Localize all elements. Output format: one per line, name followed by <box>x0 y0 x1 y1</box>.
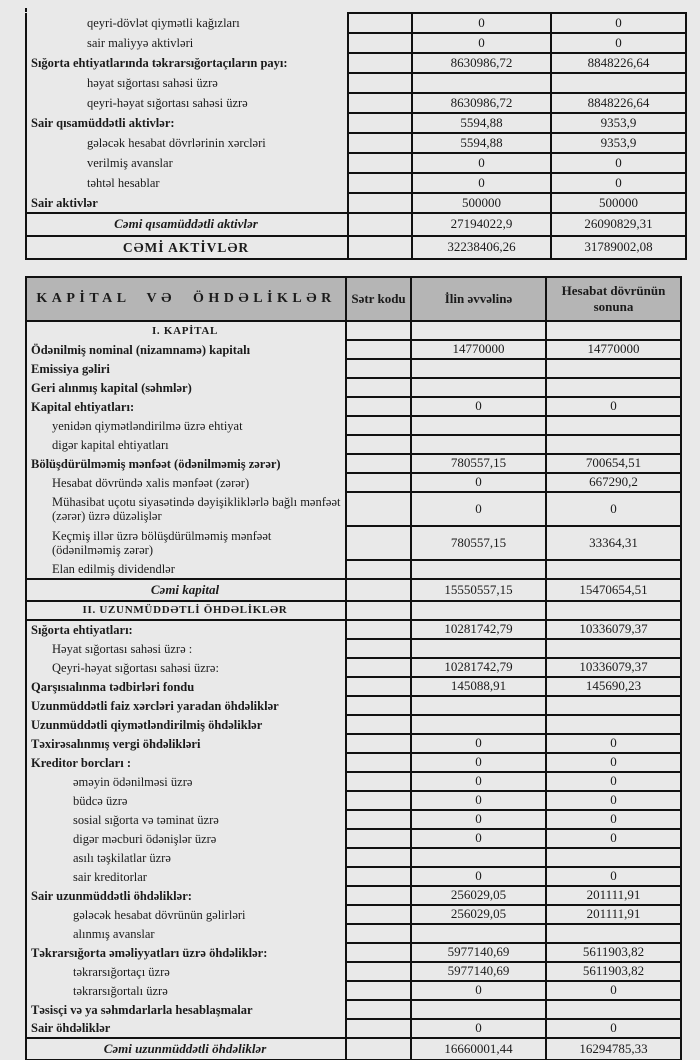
value-begin-cell: 0 <box>411 772 546 791</box>
row-label: Sair öhdəliklər <box>26 1019 346 1038</box>
row-label: yenidən qiymətləndirilmə üzrə ehtiyat <box>26 416 346 435</box>
row-label: Cəmi qısamüddətli aktivlər <box>26 213 348 236</box>
value-begin-cell: 0 <box>411 810 546 829</box>
row-label: Uzunmüddətli qiymətləndirilmiş öhdəliklər <box>26 715 346 734</box>
value-begin-cell <box>411 601 546 620</box>
value-end-cell: 0 <box>546 829 681 848</box>
code-cell <box>346 321 411 340</box>
code-cell <box>346 848 411 867</box>
code-cell <box>346 454 411 473</box>
row-label: II. UZUNMÜDDƏTLİ ÖHDƏLİKLƏR <box>26 601 346 620</box>
value-end-cell: 0 <box>546 810 681 829</box>
table-row <box>26 791 681 810</box>
value-end-cell <box>546 924 681 943</box>
value-end-cell <box>551 73 686 93</box>
value-begin-cell <box>411 359 546 378</box>
value-begin-cell: 0 <box>411 791 546 810</box>
code-cell <box>348 113 412 133</box>
code-cell <box>346 560 411 579</box>
row-label: Elan edilmiş dividendlər <box>26 560 346 579</box>
value-begin-cell: 15550557,15 <box>411 579 546 601</box>
value-begin-cell: 145088,91 <box>411 677 546 696</box>
table-row <box>26 696 681 715</box>
row-label: Geri alınmış kapital (səhmlər) <box>26 378 346 397</box>
code-cell <box>348 173 412 193</box>
value-end-cell: 10336079,37 <box>546 658 681 677</box>
value-end-cell: 15470654,51 <box>546 579 681 601</box>
value-end-cell <box>546 639 681 658</box>
value-begin-cell <box>411 321 546 340</box>
table-row <box>26 526 681 560</box>
table-row <box>26 397 681 416</box>
row-label: əməyin ödənilməsi üzrə <box>26 772 346 791</box>
row-label: verilmiş avanslar <box>26 153 348 173</box>
value-end-cell: 0 <box>546 492 681 526</box>
column-header-code: Sətr kodu <box>346 277 411 321</box>
value-end-cell: 145690,23 <box>546 677 681 696</box>
code-cell <box>346 435 411 454</box>
row-label: digər məcburi ödənişlər üzrə <box>26 829 346 848</box>
value-end-cell: 9353,9 <box>551 133 686 153</box>
code-cell <box>346 620 411 639</box>
table-row <box>26 579 681 601</box>
value-begin-cell: 27194022,9 <box>412 213 551 236</box>
value-begin-cell: 0 <box>411 734 546 753</box>
row-label: CƏMİ AKTİVLƏR <box>26 236 348 259</box>
table-row <box>26 492 681 526</box>
table-row <box>26 435 681 454</box>
row-label: gələcək hesabat dövrlərinin xərcləri <box>26 133 348 153</box>
code-cell <box>348 133 412 153</box>
code-cell <box>346 943 411 962</box>
value-end-cell: 8848226,64 <box>551 93 686 113</box>
row-label: Sığorta ehtiyatları: <box>26 620 346 639</box>
value-begin-cell: 32238406,26 <box>412 236 551 259</box>
row-label: alınmış avanslar <box>26 924 346 943</box>
code-cell <box>348 236 412 259</box>
value-end-cell: 8848226,64 <box>551 53 686 73</box>
code-cell <box>346 791 411 810</box>
table-row <box>26 886 681 905</box>
value-begin-cell <box>411 378 546 397</box>
row-label: Təxirəsalınmış vergi öhdəlikləri <box>26 734 346 753</box>
value-begin-cell: 0 <box>412 173 551 193</box>
table-row <box>26 560 681 579</box>
table-row <box>26 340 681 359</box>
code-cell <box>346 810 411 829</box>
value-begin-cell: 0 <box>411 397 546 416</box>
value-begin-cell: 16660001,44 <box>411 1038 546 1060</box>
table-row <box>26 867 681 886</box>
capital-liabilities-table <box>25 276 682 1060</box>
value-end-cell: 10336079,37 <box>546 620 681 639</box>
value-begin-cell <box>411 848 546 867</box>
value-begin-cell <box>411 1000 546 1019</box>
table-row <box>26 33 686 53</box>
table-row <box>26 53 686 73</box>
table-row <box>26 848 681 867</box>
value-end-cell <box>546 601 681 620</box>
value-begin-cell: 5594,88 <box>412 113 551 133</box>
row-label: Həyat sığortası sahəsi üzrə : <box>26 639 346 658</box>
row-label: gələcək hesabat dövrünün gəlirləri <box>26 905 346 924</box>
table-row <box>26 753 681 772</box>
code-cell <box>348 73 412 93</box>
row-label: Qarşısıalınma tədbirləri fondu <box>26 677 346 696</box>
table-row <box>26 905 681 924</box>
value-end-cell: 26090829,31 <box>551 213 686 236</box>
row-label: Təsisçi və ya səhmdarlarla hesablaşmalar <box>26 1000 346 1019</box>
code-cell <box>346 473 411 492</box>
value-end-cell: 9353,9 <box>551 113 686 133</box>
value-begin-cell: 0 <box>412 33 551 53</box>
row-label: Cəmi kapital <box>26 579 346 601</box>
value-end-cell: 700654,51 <box>546 454 681 473</box>
value-begin-cell <box>411 560 546 579</box>
value-end-cell: 500000 <box>551 193 686 213</box>
code-cell <box>346 829 411 848</box>
value-begin-cell <box>411 639 546 658</box>
value-end-cell <box>546 715 681 734</box>
table-row <box>26 715 681 734</box>
value-begin-cell: 5977140,69 <box>411 962 546 981</box>
value-end-cell <box>546 848 681 867</box>
value-begin-cell: 14770000 <box>411 340 546 359</box>
row-label: sair maliyyə aktivləri <box>26 33 348 53</box>
table-row <box>26 601 681 620</box>
table-row <box>26 173 686 193</box>
code-cell <box>346 579 411 601</box>
table-row <box>26 236 686 259</box>
value-begin-cell: 5977140,69 <box>411 943 546 962</box>
value-end-cell: 0 <box>546 981 681 1000</box>
table-row <box>26 213 686 236</box>
code-cell <box>346 492 411 526</box>
value-end-cell: 0 <box>551 13 686 33</box>
code-cell <box>346 1019 411 1038</box>
value-begin-cell: 0 <box>411 829 546 848</box>
value-begin-cell <box>411 924 546 943</box>
code-cell <box>346 772 411 791</box>
value-begin-cell: 0 <box>411 753 546 772</box>
value-begin-cell <box>411 435 546 454</box>
value-end-cell: 0 <box>546 397 681 416</box>
table-row <box>26 73 686 93</box>
value-end-cell <box>546 560 681 579</box>
table-row <box>26 359 681 378</box>
value-begin-cell: 5594,88 <box>412 133 551 153</box>
table-row <box>26 1000 681 1019</box>
value-begin-cell: 8630986,72 <box>412 53 551 73</box>
code-cell <box>348 13 412 33</box>
code-cell <box>346 981 411 1000</box>
value-begin-cell: 256029,05 <box>411 905 546 924</box>
value-begin-cell: 780557,15 <box>411 526 546 560</box>
value-end-cell <box>546 416 681 435</box>
table-row <box>26 734 681 753</box>
value-end-cell: 201111,91 <box>546 886 681 905</box>
row-label: Kapital ehtiyatları: <box>26 397 346 416</box>
value-begin-cell: 0 <box>411 1019 546 1038</box>
table-row <box>26 1019 681 1038</box>
table-row <box>26 416 681 435</box>
code-cell <box>346 696 411 715</box>
value-begin-cell: 0 <box>412 153 551 173</box>
value-end-cell: 667290,2 <box>546 473 681 492</box>
value-begin-cell <box>411 715 546 734</box>
value-end-cell: 5611903,82 <box>546 943 681 962</box>
value-begin-cell: 10281742,79 <box>411 658 546 677</box>
value-end-cell <box>546 359 681 378</box>
value-begin-cell <box>411 696 546 715</box>
table-row <box>26 113 686 133</box>
code-cell <box>348 153 412 173</box>
code-cell <box>346 397 411 416</box>
table-row <box>26 658 681 677</box>
code-cell <box>346 924 411 943</box>
value-end-cell <box>546 378 681 397</box>
value-begin-cell: 256029,05 <box>411 886 546 905</box>
value-end-cell: 0 <box>546 772 681 791</box>
code-cell <box>346 886 411 905</box>
code-cell <box>346 753 411 772</box>
row-label: təkrarsığortalı üzrə <box>26 981 346 1000</box>
row-label: təkrarsığortaçı üzrə <box>26 962 346 981</box>
code-cell <box>346 601 411 620</box>
table-row <box>26 962 681 981</box>
assets-table-body <box>26 13 686 259</box>
table-row <box>26 810 681 829</box>
value-begin-cell: 0 <box>411 867 546 886</box>
value-end-cell: 14770000 <box>546 340 681 359</box>
row-label: sosial sığorta və təminat üzrə <box>26 810 346 829</box>
row-label: büdcə üzrə <box>26 791 346 810</box>
row-label: Mühasibat uçotu siyasətində dəyişikliklərlə bağlı mənfəət (zərər) üzrə düzəlişlər <box>26 492 346 526</box>
column-header-end: Hesabat dövrünün sonuna <box>546 277 681 321</box>
table-row <box>26 924 681 943</box>
row-label: Cəmi uzunmüddətli öhdəliklər <box>26 1038 346 1060</box>
table-row <box>26 321 681 340</box>
value-end-cell: 0 <box>546 791 681 810</box>
row-label: Hesabat dövründə xalis mənfəət (zərər) <box>26 473 346 492</box>
row-label: həyat sığortası sahəsi üzrə <box>26 73 348 93</box>
code-cell <box>346 1000 411 1019</box>
code-cell <box>346 378 411 397</box>
code-cell <box>346 359 411 378</box>
table-row <box>26 943 681 962</box>
code-cell <box>346 715 411 734</box>
table-row <box>26 153 686 173</box>
table-row <box>26 133 686 153</box>
value-end-cell: 33364,31 <box>546 526 681 560</box>
row-label: I. KAPİTAL <box>26 321 346 340</box>
table-row <box>26 829 681 848</box>
row-label: Sair aktivlər <box>26 193 348 213</box>
value-end-cell: 0 <box>546 1019 681 1038</box>
code-cell <box>348 193 412 213</box>
row-label: digər kapital ehtiyatları <box>26 435 346 454</box>
code-cell <box>346 658 411 677</box>
value-begin-cell: 0 <box>412 13 551 33</box>
value-end-cell: 0 <box>546 867 681 886</box>
row-label: Ödənilmiş nominal (nizamnamə) kapitalı <box>26 340 346 359</box>
row-label: Sığorta ehtiyatlarında təkrarsığortaçıların payı: <box>26 53 348 73</box>
code-cell <box>346 677 411 696</box>
value-end-cell: 0 <box>546 753 681 772</box>
code-cell <box>346 867 411 886</box>
row-label: Təkrarsığorta əməliyyatları üzrə öhdəliklər: <box>26 943 346 962</box>
value-end-cell: 31789002,08 <box>551 236 686 259</box>
column-header-begin: İlin əvvəlinə <box>411 277 546 321</box>
row-label: Sair qısamüddətli aktivlər: <box>26 113 348 133</box>
row-label: Bölüşdürülməmiş mənfəət (ödənilməmiş zərər) <box>26 454 346 473</box>
code-cell <box>346 962 411 981</box>
code-cell <box>348 33 412 53</box>
table-row <box>26 473 681 492</box>
table-row <box>26 620 681 639</box>
table-row <box>26 193 686 213</box>
row-label: Uzunmüddətli faiz xərcləri yaradan öhdəliklər <box>26 696 346 715</box>
row-label: Keçmiş illər üzrə bölüşdürülməmiş mənfəət (ödənilməmiş zərər) <box>26 526 346 560</box>
code-cell <box>346 905 411 924</box>
value-end-cell <box>546 435 681 454</box>
row-label: asılı təşkilatlar üzrə <box>26 848 346 867</box>
code-cell <box>346 416 411 435</box>
table-header-row <box>26 277 681 321</box>
table-title: KAPİTAL VƏ ÖHDƏLİKLƏR <box>26 277 346 321</box>
value-begin-cell: 780557,15 <box>411 454 546 473</box>
row-label: Kreditor borcları : <box>26 753 346 772</box>
code-cell <box>348 213 412 236</box>
value-end-cell <box>546 321 681 340</box>
row-label: qeyri-həyat sığortası sahəsi üzrə <box>26 93 348 113</box>
row-label: qeyri-dövlət qiymətli kağızları <box>26 13 348 33</box>
row-label: Emissiya gəliri <box>26 359 346 378</box>
code-cell <box>346 526 411 560</box>
code-cell <box>346 639 411 658</box>
value-begin-cell: 0 <box>411 981 546 1000</box>
value-end-cell <box>546 696 681 715</box>
table-row <box>26 981 681 1000</box>
value-begin-cell: 10281742,79 <box>411 620 546 639</box>
table-row <box>26 454 681 473</box>
code-cell <box>346 1038 411 1060</box>
value-begin-cell: 8630986,72 <box>412 93 551 113</box>
table-row <box>26 677 681 696</box>
table-row <box>26 93 686 113</box>
value-end-cell: 0 <box>551 153 686 173</box>
value-end-cell: 5611903,82 <box>546 962 681 981</box>
row-label: təhtəl hesablar <box>26 173 348 193</box>
value-end-cell <box>546 1000 681 1019</box>
code-cell <box>348 93 412 113</box>
liabilities-table-body <box>26 277 681 1060</box>
value-end-cell: 16294785,33 <box>546 1038 681 1060</box>
table-row <box>26 378 681 397</box>
value-end-cell: 0 <box>551 173 686 193</box>
row-label: Sair uzunmüddətli öhdəliklər: <box>26 886 346 905</box>
table-row <box>26 13 686 33</box>
value-end-cell: 0 <box>546 734 681 753</box>
row-label: sair kreditorlar <box>26 867 346 886</box>
code-cell <box>348 53 412 73</box>
value-end-cell: 201111,91 <box>546 905 681 924</box>
code-cell <box>346 734 411 753</box>
value-begin-cell: 0 <box>411 492 546 526</box>
assets-table-continuation <box>25 12 687 260</box>
code-cell <box>346 340 411 359</box>
value-end-cell: 0 <box>551 33 686 53</box>
table-row <box>26 639 681 658</box>
value-begin-cell: 0 <box>411 473 546 492</box>
row-label: Qeyri-həyat sığortası sahəsi üzrə: <box>26 658 346 677</box>
table-row <box>26 1038 681 1060</box>
value-begin-cell <box>412 73 551 93</box>
value-begin-cell: 500000 <box>412 193 551 213</box>
table-row <box>26 772 681 791</box>
value-begin-cell <box>411 416 546 435</box>
